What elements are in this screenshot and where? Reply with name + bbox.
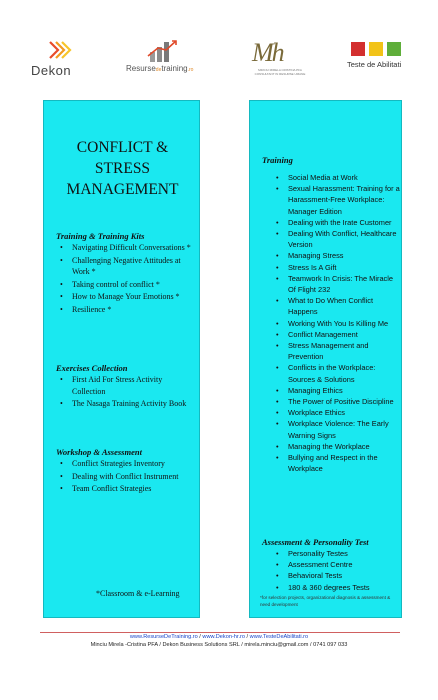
dekon-link[interactable]: www.Dekon-hr.ro (202, 634, 245, 640)
teste-logo (345, 42, 409, 74)
list-item: • Dealing with Conflict Instrument (56, 471, 196, 483)
list-item: • Dealing With Conflict, Healthcare Version (250, 228, 400, 250)
list-item: • Workplace Ethics (250, 407, 400, 418)
training-kits-heading: Training & Training Kits (56, 231, 145, 241)
list-item: • Conflict Strategies Inventory (56, 458, 196, 470)
teste-link[interactable]: www.TesteDeAbilitati.ro (249, 634, 309, 640)
list-item: • Assessment Centre (250, 559, 400, 570)
list-item: • Team Conflict Strategies (56, 483, 196, 495)
exercises-heading: Exercises Collection (56, 363, 128, 373)
dekon-chevron-icon (48, 40, 72, 60)
assessment-list (250, 548, 400, 593)
right-panel (249, 100, 402, 618)
mm-subtitle: MIRCIU MIRELA CRISTINA PFA CONSULTANT IN RESURSE UMANE (254, 68, 306, 76)
list-item: • Personality Testes (250, 548, 400, 559)
teste-wordmark: Teste de Abilitati (347, 60, 402, 69)
list-item: • Navigating Difficult Conversations * (56, 242, 196, 254)
list-item: • Conflicts in the Workplace: Sources & Solutions (250, 362, 400, 384)
list-item: • Workplace Violence: The Early Warning Signs (250, 418, 400, 440)
list-item: • Stress Management and Prevention (250, 340, 400, 362)
assessment-heading: Assessment & Personality Test (262, 537, 369, 547)
list-item: • Challenging Negative Attitudes at Work * (56, 255, 196, 278)
list-item: • 180 & 360 degrees Tests (250, 582, 400, 593)
footer-links: www.ResurseDeTraining.ro / www.Dekon-hr.ro / www.TesteDeAbilitati.ro (129, 634, 309, 640)
footer-contact: Minciu Mirela -Cristina PFA / Dekon Business Solutions SRL / mirela.minciu@gmail.com / 0741 097 033 (90, 642, 348, 648)
list-item: • Managing Ethics (250, 385, 400, 396)
list-item: • What to Do When Conflict Happens (250, 295, 400, 317)
red-square-icon (351, 42, 365, 56)
dekon-wordmark: Dekon (31, 63, 72, 78)
training-kits-list (56, 242, 196, 316)
dekon-logo (28, 40, 88, 82)
resurse-wordmark: Resursedetraining.ro (126, 64, 194, 73)
list-item: • The Power of Positive Discipline (250, 396, 400, 407)
resurse-logo (126, 40, 206, 82)
page-title: CONFLICT & STRESS MANAGEMENT (66, 139, 179, 198)
resurse-link[interactable]: www.ResurseDeTraining.ro (129, 634, 198, 640)
list-item: • Taking control of conflict * (56, 279, 196, 291)
left-panel (43, 100, 200, 618)
workshop-list (56, 458, 196, 496)
training-list (250, 172, 400, 474)
list-item: • Sexual Harassment: Training for a Harassment-Free Workplace: Manager Edition (250, 183, 400, 217)
list-item: • Dealing with the Irate Customer (250, 217, 400, 228)
list-item: • First Aid For Stress Activity Collection (56, 374, 196, 397)
list-item: • Working With You Is Killing Me (250, 318, 400, 329)
training-heading: Training (262, 155, 293, 165)
list-item: • Social Media at Work (250, 172, 400, 183)
green-square-icon (387, 42, 401, 56)
list-item: • Stress Is A Gift (250, 262, 400, 273)
workshop-heading: Workshop & Assessment (56, 447, 142, 457)
yellow-square-icon (369, 42, 383, 56)
list-item: • Managing Stress (250, 250, 400, 261)
footer-divider (40, 632, 400, 633)
list-item: • Bullying and Respect in the Workplace (250, 452, 400, 474)
list-item: • Conflict Management (250, 329, 400, 340)
list-item: • Managing the Workplace (250, 441, 400, 452)
list-item: • The Nasaga Training Activity Book (56, 398, 196, 410)
exercises-list (56, 374, 196, 411)
mm-monogram: Mh (252, 38, 283, 67)
list-item: • Behavioral Tests (250, 570, 400, 581)
list-item: • Teamwork In Crisis: The Miracle Of Flight 232 (250, 273, 400, 295)
list-item: • How to Manage Your Emotions * (56, 291, 196, 303)
assessment-footnote: *for selection projects, organizational diagnosis & assessment & need development (260, 595, 391, 607)
mm-logo (248, 38, 312, 78)
classroom-footnote: *Classroom & e-Learning (96, 589, 180, 598)
bar-chart-icon (144, 40, 180, 62)
list-item: • Resilience * (56, 304, 196, 316)
